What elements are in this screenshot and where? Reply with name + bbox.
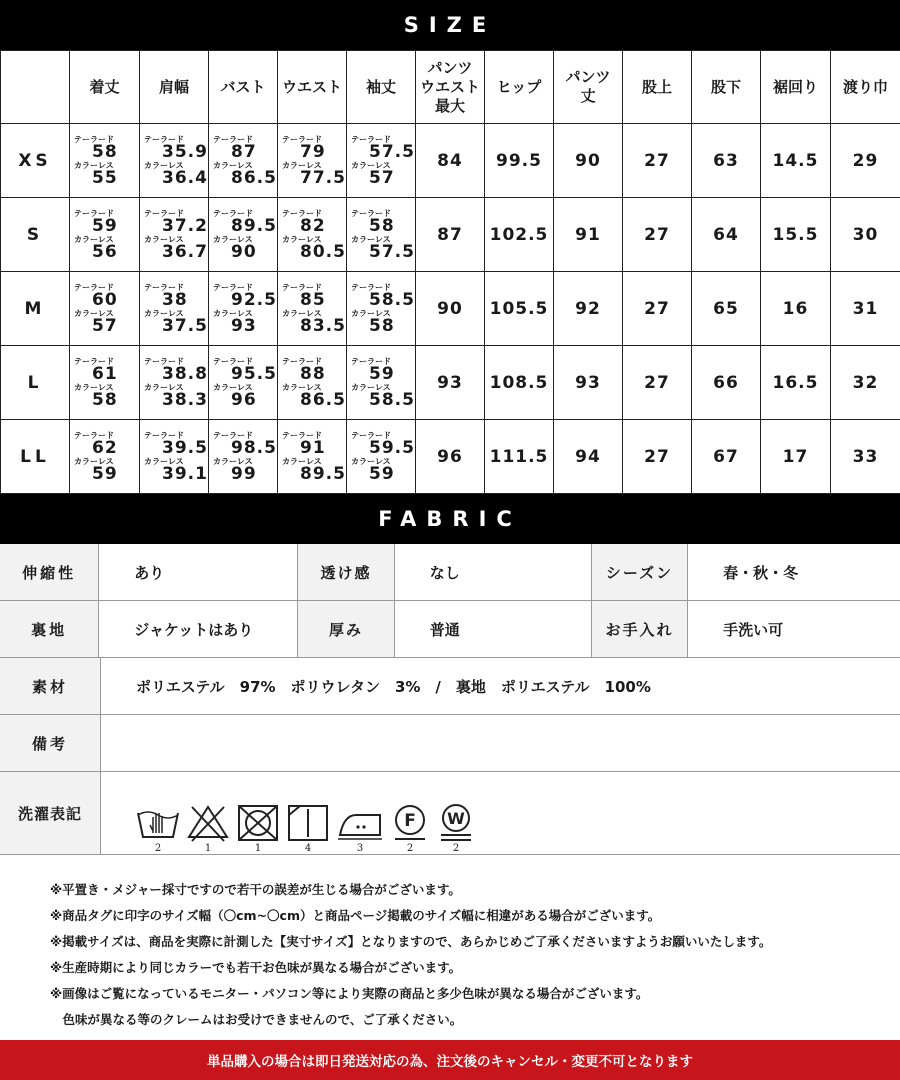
header-cell: ウエスト bbox=[278, 51, 347, 124]
size-header-bar bbox=[0, 0, 900, 50]
size-value-cell: 30 bbox=[831, 198, 900, 272]
tailored-value: 59 bbox=[92, 215, 118, 236]
size-pair-cell bbox=[278, 198, 347, 272]
size-value-cell: 93 bbox=[554, 346, 623, 420]
tailored-value: 58.5 bbox=[369, 289, 415, 310]
header-cell: パンツ ウエスト 最大 bbox=[416, 51, 485, 124]
header-cell: 裾回り bbox=[761, 51, 831, 124]
tailored-label: テーラード bbox=[213, 282, 253, 292]
size-pair-cell bbox=[140, 124, 209, 198]
size-pair-cell bbox=[70, 198, 140, 272]
size-pair-cell bbox=[347, 272, 416, 346]
fabric-table bbox=[0, 544, 900, 855]
size-name: L bbox=[1, 346, 70, 420]
tailored-label: テーラード bbox=[213, 356, 253, 366]
size-row bbox=[1, 420, 900, 494]
hand-wash-icon: 2 bbox=[136, 803, 180, 854]
wash-icons bbox=[101, 772, 476, 854]
lining-label: 裏地 bbox=[0, 601, 99, 657]
collarless-label: カラーレス bbox=[74, 160, 114, 170]
collarless-value: 58.5 bbox=[369, 389, 415, 410]
size-value-cell: 91 bbox=[554, 198, 623, 272]
size-pair-cell bbox=[70, 420, 140, 494]
size-value-cell: 108.5 bbox=[485, 346, 554, 420]
size-pair-cell bbox=[140, 346, 209, 420]
collarless-value: 36.7 bbox=[162, 241, 208, 262]
size-value-cell: 84 bbox=[416, 124, 485, 198]
iron-low-icon: 3 bbox=[336, 803, 384, 854]
stretch-label: 伸縮性 bbox=[0, 544, 99, 600]
size-value-cell: 17 bbox=[761, 420, 831, 494]
collarless-value: 93 bbox=[231, 315, 257, 336]
fabric-row bbox=[0, 772, 900, 855]
collarless-label: カラーレス bbox=[351, 234, 391, 244]
collarless-label: カラーレス bbox=[74, 456, 114, 466]
remarks-label: 備考 bbox=[0, 715, 101, 771]
tailored-label: テーラード bbox=[282, 134, 322, 144]
size-pair-cell bbox=[70, 346, 140, 420]
care-value: 手洗い可 bbox=[723, 620, 784, 639]
tailored-label: テーラード bbox=[144, 134, 184, 144]
size-row bbox=[1, 346, 900, 420]
size-value-cell: 63 bbox=[692, 124, 761, 198]
tailored-label: テーラード bbox=[144, 356, 184, 366]
size-value-cell: 31 bbox=[831, 272, 900, 346]
collarless-value: 89.5 bbox=[300, 463, 346, 484]
sheer-value: なし bbox=[429, 563, 460, 582]
tailored-label: テーラード bbox=[74, 356, 114, 366]
material-label: 素材 bbox=[0, 658, 101, 714]
collarless-label: カラーレス bbox=[351, 456, 391, 466]
collarless-value: 77.5 bbox=[300, 167, 346, 188]
tailored-label: テーラード bbox=[74, 134, 114, 144]
no-tumble-dry-icon: 1 bbox=[236, 803, 280, 854]
tailored-value: 59 bbox=[369, 363, 395, 384]
size-value-cell: 16 bbox=[761, 272, 831, 346]
collarless-label: カラーレス bbox=[282, 382, 322, 392]
wash-label: 洗濯表記 bbox=[0, 772, 101, 854]
size-value-cell: 111.5 bbox=[485, 420, 554, 494]
size-value-cell: 27 bbox=[623, 420, 692, 494]
size-table bbox=[0, 50, 900, 494]
collarless-value: 37.5 bbox=[162, 315, 208, 336]
header-cell: 肩幅 bbox=[140, 51, 209, 124]
size-title: SIZE bbox=[403, 13, 497, 37]
remarks-value bbox=[101, 715, 900, 771]
tailored-value: 87 bbox=[231, 141, 257, 162]
fabric-row bbox=[0, 715, 900, 772]
size-value-cell: 90 bbox=[416, 272, 485, 346]
note-line: 色味が異なる等のクレームはお受けできませんので、ご了承ください。 bbox=[50, 1012, 463, 1027]
collarless-label: カラーレス bbox=[144, 382, 184, 392]
size-value-cell: 93 bbox=[416, 346, 485, 420]
drip-dry-icon: 4 bbox=[286, 803, 330, 854]
tailored-label: テーラード bbox=[351, 430, 391, 440]
size-pair-cell bbox=[70, 272, 140, 346]
tailored-label: テーラード bbox=[351, 282, 391, 292]
fabric-row bbox=[0, 544, 900, 601]
tailored-label: テーラード bbox=[213, 208, 253, 218]
size-row bbox=[1, 124, 900, 198]
dry-clean-f-icon: F 2 bbox=[390, 803, 430, 854]
size-value-cell: 92 bbox=[554, 272, 623, 346]
collarless-label: カラーレス bbox=[282, 234, 322, 244]
size-value-cell: 27 bbox=[623, 198, 692, 272]
tailored-label: テーラード bbox=[282, 282, 322, 292]
tailored-value: 92.5 bbox=[231, 289, 277, 310]
season-value: 春・秋・冬 bbox=[723, 563, 799, 582]
size-row bbox=[1, 272, 900, 346]
fabric-title: FABRIC bbox=[378, 507, 522, 531]
tailored-label: テーラード bbox=[282, 356, 322, 366]
size-pair-cell bbox=[209, 124, 278, 198]
size-pair-cell bbox=[140, 420, 209, 494]
tailored-value: 98.5 bbox=[231, 437, 277, 458]
size-name: LL bbox=[1, 420, 70, 494]
size-value-cell: 27 bbox=[623, 272, 692, 346]
collarless-label: カラーレス bbox=[282, 456, 322, 466]
size-value-cell: 16.5 bbox=[761, 346, 831, 420]
size-value-cell: 27 bbox=[623, 124, 692, 198]
collarless-label: カラーレス bbox=[144, 234, 184, 244]
collarless-value: 55 bbox=[92, 167, 118, 188]
size-pair-cell bbox=[278, 272, 347, 346]
tailored-value: 35.9 bbox=[162, 141, 208, 162]
tailored-value: 38 bbox=[162, 289, 188, 310]
fabric-row bbox=[0, 658, 900, 715]
tailored-value: 38.8 bbox=[162, 363, 208, 384]
header-cell: 渡り巾 bbox=[831, 51, 900, 124]
header-cell: 股下 bbox=[692, 51, 761, 124]
header-cell: ヒップ bbox=[485, 51, 554, 124]
size-value-cell: 33 bbox=[831, 420, 900, 494]
material-value: ポリエステル 97% ポリウレタン 3% / 裏地 ポリエステル 100% bbox=[136, 677, 651, 696]
size-pair-cell bbox=[278, 346, 347, 420]
size-pair-cell bbox=[278, 124, 347, 198]
tailored-value: 58 bbox=[369, 215, 395, 236]
lining-value: ジャケットはあり bbox=[134, 620, 254, 639]
tailored-value: 59.5 bbox=[369, 437, 415, 458]
thickness-value: 普通 bbox=[429, 620, 460, 639]
size-pair-cell bbox=[209, 346, 278, 420]
header-cell: バスト bbox=[209, 51, 278, 124]
collarless-value: 96 bbox=[231, 389, 257, 410]
collarless-label: カラーレス bbox=[144, 308, 184, 318]
collarless-label: カラーレス bbox=[213, 160, 253, 170]
collarless-value: 58 bbox=[369, 315, 395, 336]
collarless-label: カラーレス bbox=[213, 234, 253, 244]
collarless-value: 99 bbox=[231, 463, 257, 484]
size-value-cell: 102.5 bbox=[485, 198, 554, 272]
collarless-value: 38.3 bbox=[162, 389, 208, 410]
size-pair-cell bbox=[278, 420, 347, 494]
note-line: ※商品タグに印字のサイズ幅（〇cm~〇cm）と商品ページ掲載のサイズ幅に相違がある場合がございます。 bbox=[50, 908, 661, 923]
size-value-cell: 87 bbox=[416, 198, 485, 272]
size-value-cell: 105.5 bbox=[485, 272, 554, 346]
collarless-value: 56 bbox=[92, 241, 118, 262]
size-pair-cell bbox=[209, 198, 278, 272]
tailored-value: 89.5 bbox=[231, 215, 277, 236]
tailored-label: テーラード bbox=[282, 430, 322, 440]
size-pair-cell bbox=[347, 346, 416, 420]
svg-text:F: F bbox=[404, 811, 416, 831]
size-pair-cell bbox=[209, 272, 278, 346]
size-value-cell: 14.5 bbox=[761, 124, 831, 198]
size-pair-cell bbox=[140, 272, 209, 346]
size-name: M bbox=[1, 272, 70, 346]
wet-clean-w-icon: W 2 bbox=[436, 803, 476, 854]
size-name: XS bbox=[1, 124, 70, 198]
fabric-header-bar bbox=[0, 494, 900, 544]
tailored-value: 79 bbox=[300, 141, 326, 162]
tailored-label: テーラード bbox=[144, 282, 184, 292]
size-pair-cell bbox=[347, 198, 416, 272]
size-value-cell: 67 bbox=[692, 420, 761, 494]
size-value-cell: 66 bbox=[692, 346, 761, 420]
notes bbox=[0, 855, 900, 1033]
size-pair-cell bbox=[347, 124, 416, 198]
size-value-cell: 99.5 bbox=[485, 124, 554, 198]
collarless-label: カラーレス bbox=[282, 308, 322, 318]
footer-banner-text: 単品購入の場合は即日発送対応の為、注文後のキャンセル・変更不可となります bbox=[207, 1054, 693, 1070]
collarless-label: カラーレス bbox=[74, 234, 114, 244]
thickness-label: 厚み bbox=[297, 601, 394, 657]
size-name: S bbox=[1, 198, 70, 272]
tailored-value: 62 bbox=[92, 437, 118, 458]
collarless-label: カラーレス bbox=[282, 160, 322, 170]
collarless-label: カラーレス bbox=[351, 308, 391, 318]
fabric-row bbox=[0, 601, 900, 658]
collarless-label: カラーレス bbox=[74, 308, 114, 318]
collarless-value: 58 bbox=[92, 389, 118, 410]
tailored-label: テーラード bbox=[213, 430, 253, 440]
tailored-value: 88 bbox=[300, 363, 326, 384]
season-label: シーズン bbox=[591, 544, 688, 600]
collarless-value: 36.4 bbox=[162, 167, 208, 188]
tailored-value: 37.2 bbox=[162, 215, 208, 236]
tailored-value: 57.5 bbox=[369, 141, 415, 162]
tailored-label: テーラード bbox=[351, 134, 391, 144]
tailored-label: テーラード bbox=[282, 208, 322, 218]
footer-banner bbox=[0, 1040, 900, 1080]
collarless-label: カラーレス bbox=[213, 308, 253, 318]
collarless-label: カラーレス bbox=[213, 456, 253, 466]
note-line: ※平置き・メジャー採寸ですので若干の誤差が生じる場合がございます。 bbox=[50, 882, 461, 897]
collarless-value: 57 bbox=[92, 315, 118, 336]
tailored-value: 85 bbox=[300, 289, 326, 310]
header-cell: パンツ 丈 bbox=[554, 51, 623, 124]
collarless-value: 59 bbox=[92, 463, 118, 484]
size-pair-cell bbox=[140, 198, 209, 272]
collarless-value: 57 bbox=[369, 167, 395, 188]
tailored-label: テーラード bbox=[144, 208, 184, 218]
care-label: お手入れ bbox=[591, 601, 688, 657]
tailored-label: テーラード bbox=[351, 208, 391, 218]
tailored-value: 91 bbox=[300, 437, 326, 458]
header-cell: 股上 bbox=[623, 51, 692, 124]
tailored-label: テーラード bbox=[351, 356, 391, 366]
size-value-cell: 64 bbox=[692, 198, 761, 272]
collarless-value: 86.5 bbox=[231, 167, 277, 188]
collarless-value: 39.1 bbox=[162, 463, 208, 484]
collarless-label: カラーレス bbox=[74, 382, 114, 392]
collarless-label: カラーレス bbox=[213, 382, 253, 392]
size-value-cell: 32 bbox=[831, 346, 900, 420]
tailored-value: 82 bbox=[300, 215, 326, 236]
size-table-header-row bbox=[1, 51, 900, 124]
note-line: ※画像はご覧になっているモニター・パソコン等により実際の商品と多少色味が異なる場合がございます。 bbox=[50, 986, 649, 1001]
collarless-label: カラーレス bbox=[144, 160, 184, 170]
collarless-label: カラーレス bbox=[351, 382, 391, 392]
tailored-label: テーラード bbox=[74, 430, 114, 440]
note-line: ※生産時期により同じカラーでも若干お色味が異なる場合がございます。 bbox=[50, 960, 462, 975]
size-value-cell: 29 bbox=[831, 124, 900, 198]
size-value-cell: 96 bbox=[416, 420, 485, 494]
size-value-cell: 90 bbox=[554, 124, 623, 198]
collarless-value: 80.5 bbox=[300, 241, 346, 262]
size-value-cell: 27 bbox=[623, 346, 692, 420]
collarless-value: 83.5 bbox=[300, 315, 346, 336]
stretch-value: あり bbox=[134, 563, 165, 582]
size-value-cell: 65 bbox=[692, 272, 761, 346]
header-cell: 着丈 bbox=[70, 51, 140, 124]
collarless-label: カラーレス bbox=[351, 160, 391, 170]
size-row bbox=[1, 198, 900, 272]
tailored-value: 61 bbox=[92, 363, 118, 384]
collarless-value: 86.5 bbox=[300, 389, 346, 410]
size-pair-cell bbox=[347, 420, 416, 494]
svg-text:W: W bbox=[447, 809, 465, 828]
tailored-value: 39.5 bbox=[162, 437, 208, 458]
tailored-value: 58 bbox=[92, 141, 118, 162]
header-corner bbox=[1, 51, 70, 124]
collarless-value: 59 bbox=[369, 463, 395, 484]
tailored-value: 60 bbox=[92, 289, 118, 310]
tailored-label: テーラード bbox=[74, 282, 114, 292]
collarless-value: 57.5 bbox=[369, 241, 415, 262]
size-value-cell: 15.5 bbox=[761, 198, 831, 272]
tailored-label: テーラード bbox=[144, 430, 184, 440]
no-bleach-icon: 1 bbox=[186, 803, 230, 854]
collarless-label: カラーレス bbox=[144, 456, 184, 466]
tailored-value: 95.5 bbox=[231, 363, 277, 384]
header-cell: 袖丈 bbox=[347, 51, 416, 124]
note-line: ※掲載サイズは、商品を実際に計測した【実寸サイズ】となりますので、あらかじめご了承くださいますようお願いいたします。 bbox=[50, 934, 772, 949]
size-value-cell: 94 bbox=[554, 420, 623, 494]
tailored-label: テーラード bbox=[74, 208, 114, 218]
sheer-label: 透け感 bbox=[297, 544, 394, 600]
size-pair-cell bbox=[209, 420, 278, 494]
size-pair-cell bbox=[70, 124, 140, 198]
tailored-label: テーラード bbox=[213, 134, 253, 144]
collarless-value: 90 bbox=[231, 241, 257, 262]
